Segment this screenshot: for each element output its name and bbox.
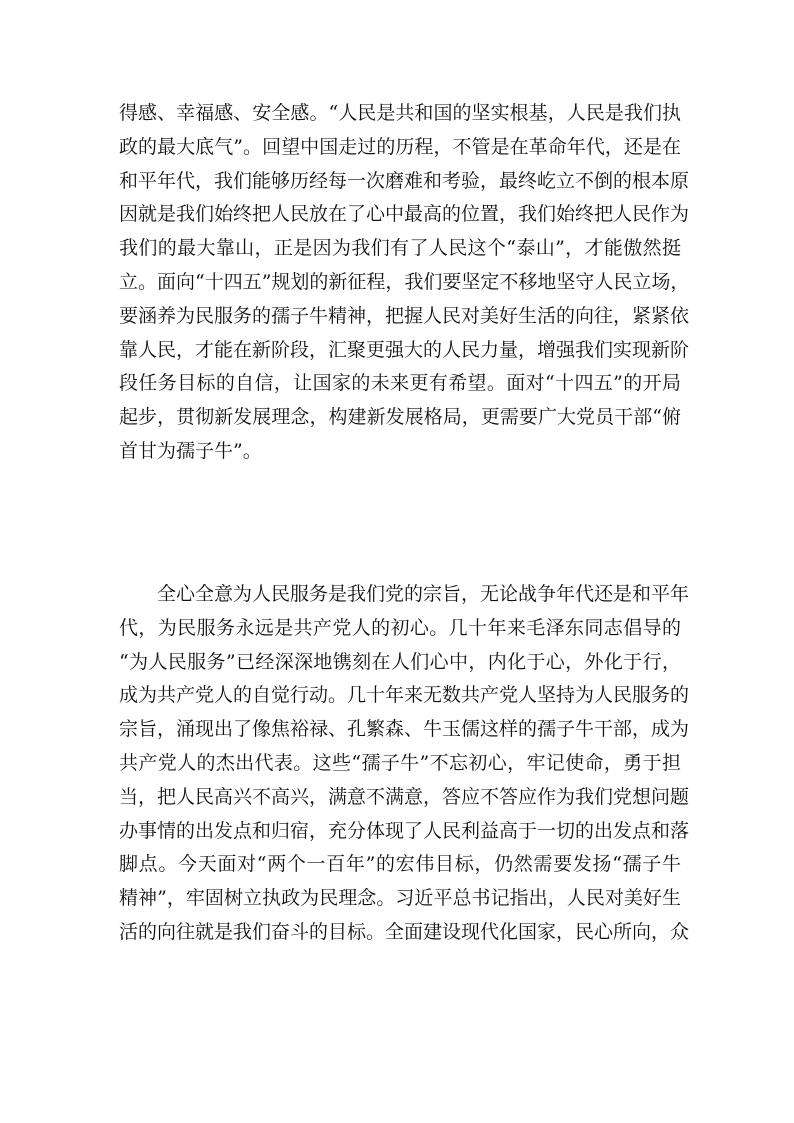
text-line: 政的最大底气”。回望中国走过的历程，不管是在革命年代，还是在 (119, 135, 681, 158)
text-line: 和平年代，我们能够历经每一次磨难和考验，最终屹立不倒的根本原 (119, 169, 690, 192)
text-line: 因就是我们始终把人民放在了心中最高的位置，我们始终把人民作为 (119, 203, 690, 226)
text-line: 得感、幸福感、安全感。“人民是共和国的坚实根基，人民是我们执 (119, 102, 681, 124)
text-line: 成为共产党人的自觉行动。几十年来无数共产党人坚持为人民服务的 (119, 684, 690, 707)
text-line: 活的向往就是我们奋斗的目标。全面建设现代化国家，民心所向，众 (119, 920, 690, 943)
text-line: 当，把人民高兴不高兴，满意不满意，答应不答应作为我们党想问题 (119, 785, 690, 808)
text-line: “为人民服务”已经深深地镌刻在人们心中，内化于心，外化于行， (119, 650, 681, 673)
text-line: 宗旨，涌现出了像焦裕禄、孔繁森、牛玉儒这样的孺子牛干部，成为 (119, 718, 690, 741)
paragraph-1 (119, 97, 690, 469)
text-line: 要涵养为民服务的孺子牛精神，把握人民对美好生活的向往，紧紧依 (119, 304, 690, 327)
text-line: 起步，贯彻新发展理念，构建新发展格局，更需要广大党员干部“俯 (119, 406, 681, 429)
text-line: 代，为民服务永远是共产党人的初心。几十年来毛泽东同志倡导的 (119, 616, 681, 639)
text-line: 我们的最大靠山，正是因为我们有了人民这个“泰山”，才能傲然挺 (119, 237, 681, 260)
text-line: 首甘为孺子牛”。 (119, 439, 262, 462)
text-line: 脚点。今天面对“两个一百年”的宏伟目标，仍然需要发扬“孺子牛 (119, 853, 681, 876)
text-line: 立。面向“十四五”规划的新征程，我们要坚定不移地坚守人民立场， (119, 270, 690, 293)
text-line: 精神”，牢固树立执政为民理念。习近平总书记指出，人民对美好生 (119, 887, 681, 910)
text-line: 靠人民，才能在新阶段，汇聚更强大的人民力量，增强我们实现新阶 (119, 338, 690, 361)
text-line: 办事情的出发点和归宿，充分体现了人民利益高于一切的出发点和落 (119, 819, 690, 842)
text-line: 全心全意为人民服务是我们党的宗旨，无论战争年代还是和平年 (157, 583, 690, 605)
text-line: 共产党人的杰出代表。这些“孺子牛”不忘初心，牢记使命，勇于担 (119, 751, 681, 774)
paragraph-2 (119, 578, 690, 950)
text-line: 段任务目标的自信，让国家的未来更有希望。面对“十四五”的开局 (119, 372, 681, 395)
